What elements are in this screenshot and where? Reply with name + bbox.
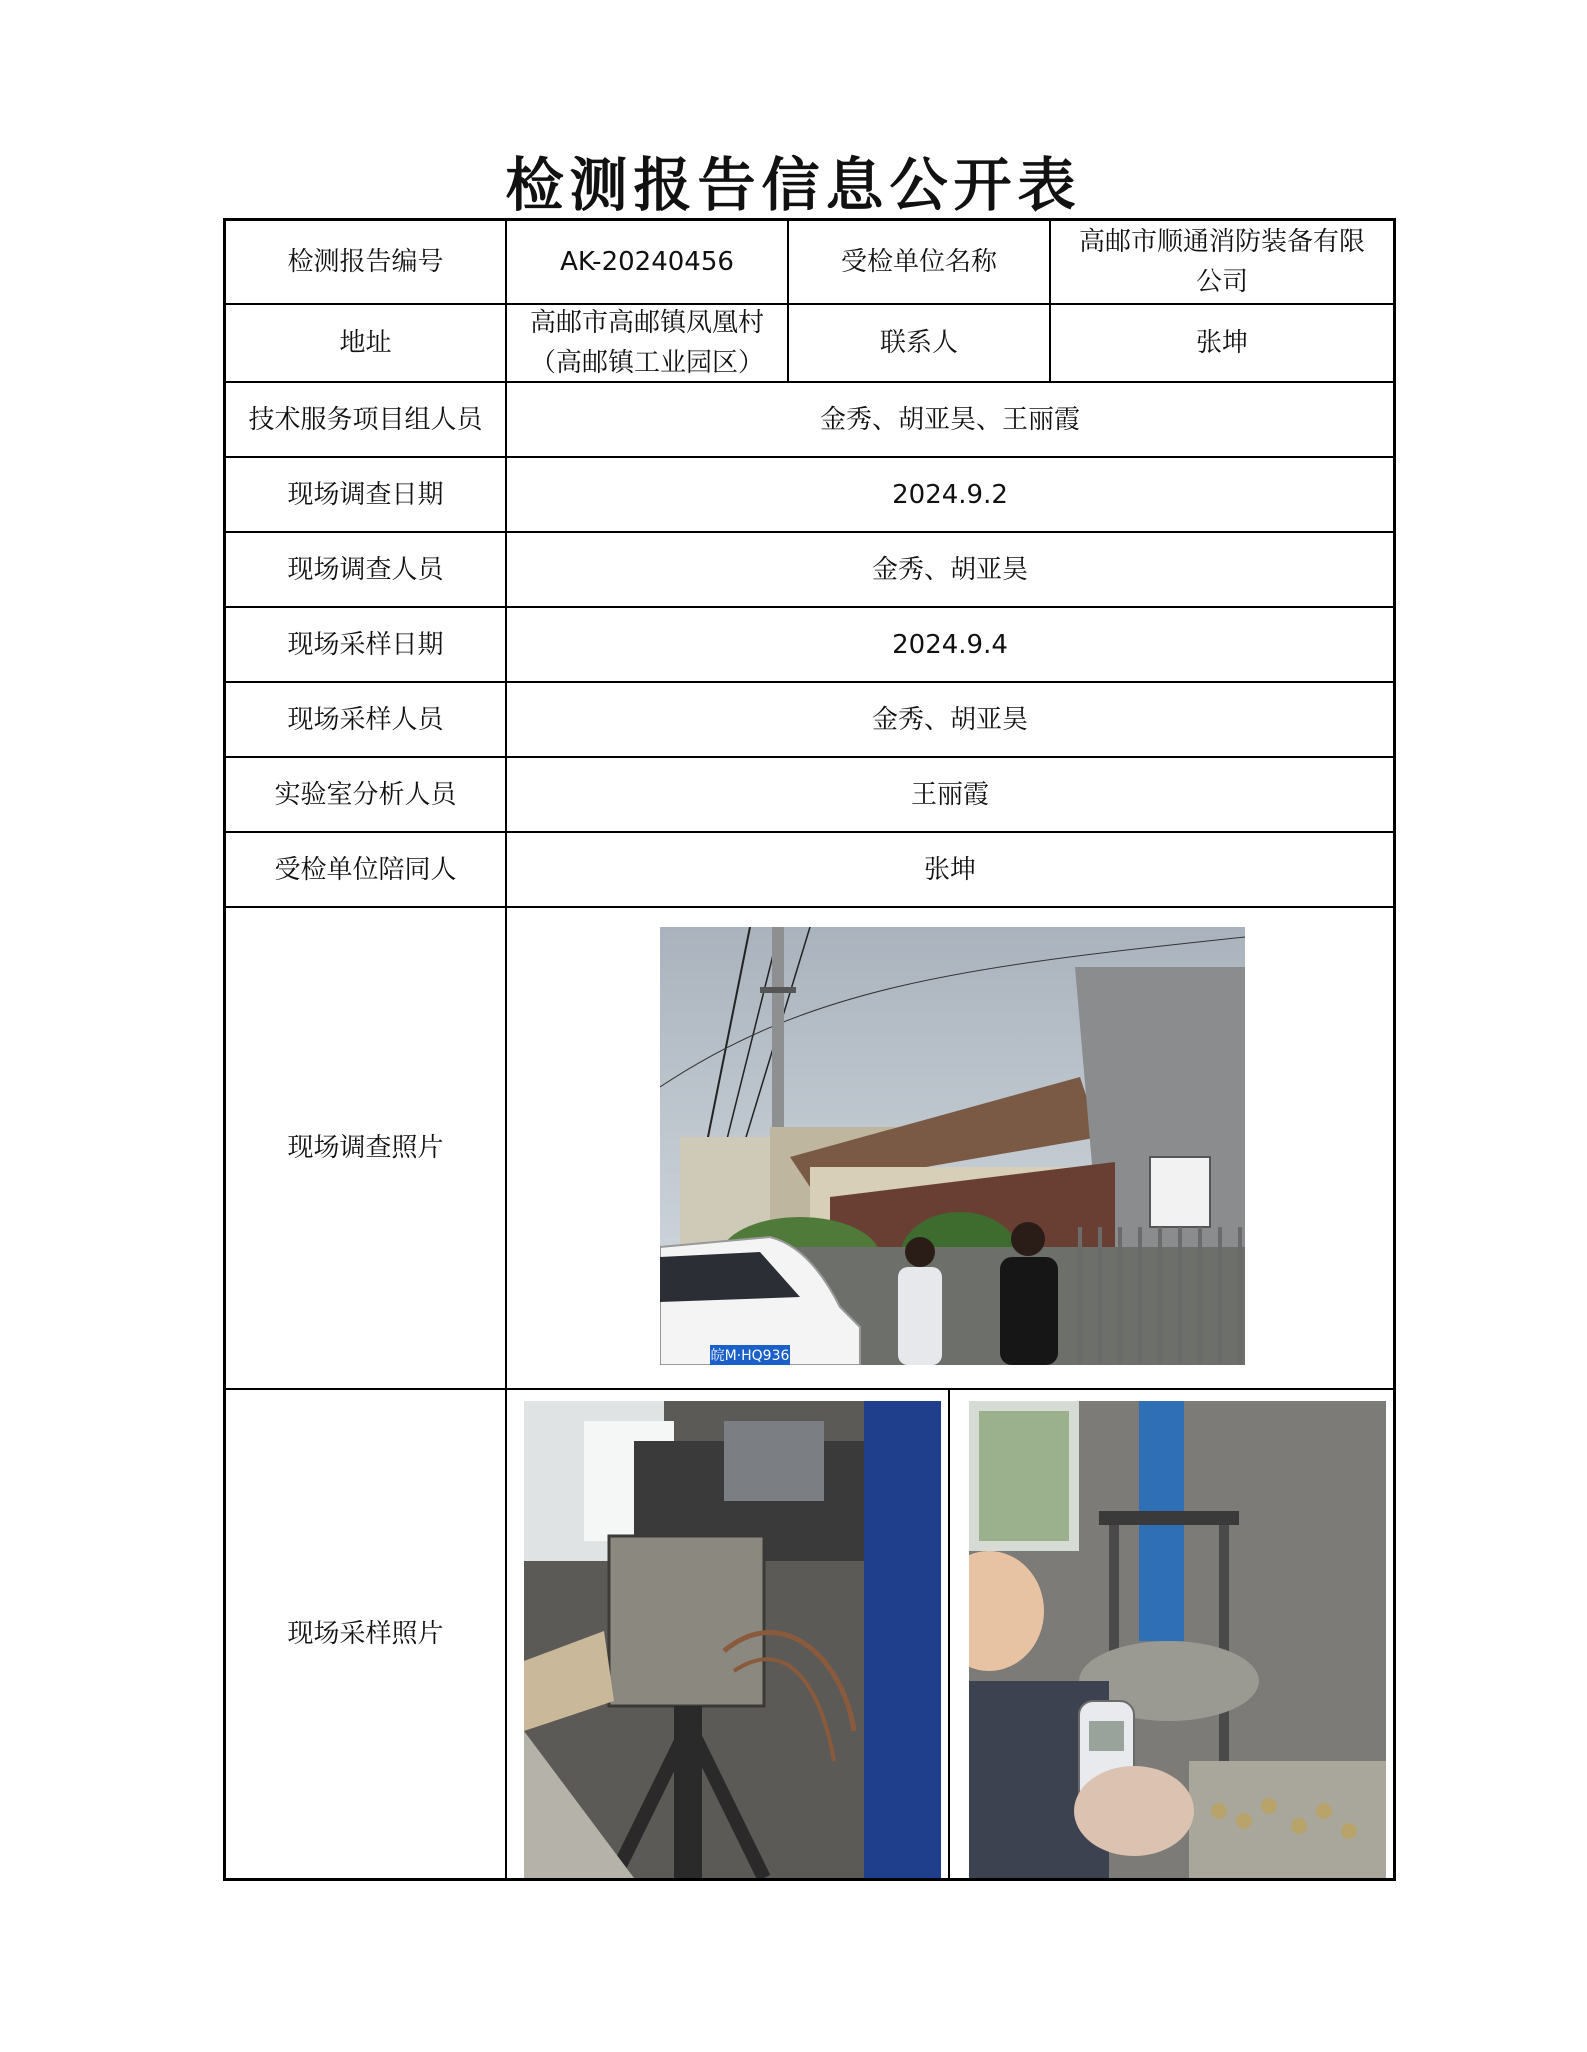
- contact-label: 联系人: [879, 328, 958, 358]
- team-label: 技术服务项目组人员: [248, 404, 483, 435]
- escort-label: 受检单位陪同人: [274, 854, 457, 885]
- info-table: [223, 218, 1396, 1881]
- escort-value: 张坤: [923, 854, 976, 885]
- sample-photo-left: [524, 1401, 941, 1878]
- address-value: 高邮市高邮镇凤凰村（高邮镇工业园区）: [529, 308, 764, 378]
- report-no-value: AK-20240456: [560, 247, 734, 277]
- survey-date-label: 现场调查日期: [287, 479, 444, 510]
- unit-name-value: 高邮市顺通消防装备有限公司: [1078, 227, 1365, 297]
- car-plate-text: 皖M·HQ936: [710, 1348, 790, 1364]
- page-title: 检测报告信息公开表: [505, 151, 1082, 219]
- lab-staff-label: 实验室分析人员: [274, 779, 457, 810]
- sample-date-label: 现场采样日期: [287, 629, 444, 660]
- sample-photo-right: [969, 1401, 1386, 1878]
- survey-date-value: 2024.9.2: [892, 479, 1008, 510]
- sample-date-value: 2024.9.4: [892, 629, 1008, 660]
- sample-photo-label: 现场采样照片: [287, 1619, 444, 1649]
- survey-photo: [660, 927, 1245, 1365]
- lab-staff-value: 王丽霞: [910, 779, 989, 810]
- sample-staff-value: 金秀、胡亚昊: [871, 704, 1028, 735]
- survey-photo-label: 现场调查照片: [287, 1133, 444, 1163]
- unit-name-label: 受检单位名称: [840, 247, 997, 277]
- sample-staff-label: 现场采样人员: [287, 704, 444, 735]
- team-value: 金秀、胡亚昊、王丽霞: [819, 404, 1080, 435]
- report-no-label: 检测报告编号: [287, 247, 444, 277]
- contact-value: 张坤: [1195, 328, 1248, 358]
- address-label: 地址: [339, 328, 392, 358]
- survey-staff-value: 金秀、胡亚昊: [871, 554, 1028, 585]
- survey-staff-label: 现场调查人员: [287, 554, 444, 585]
